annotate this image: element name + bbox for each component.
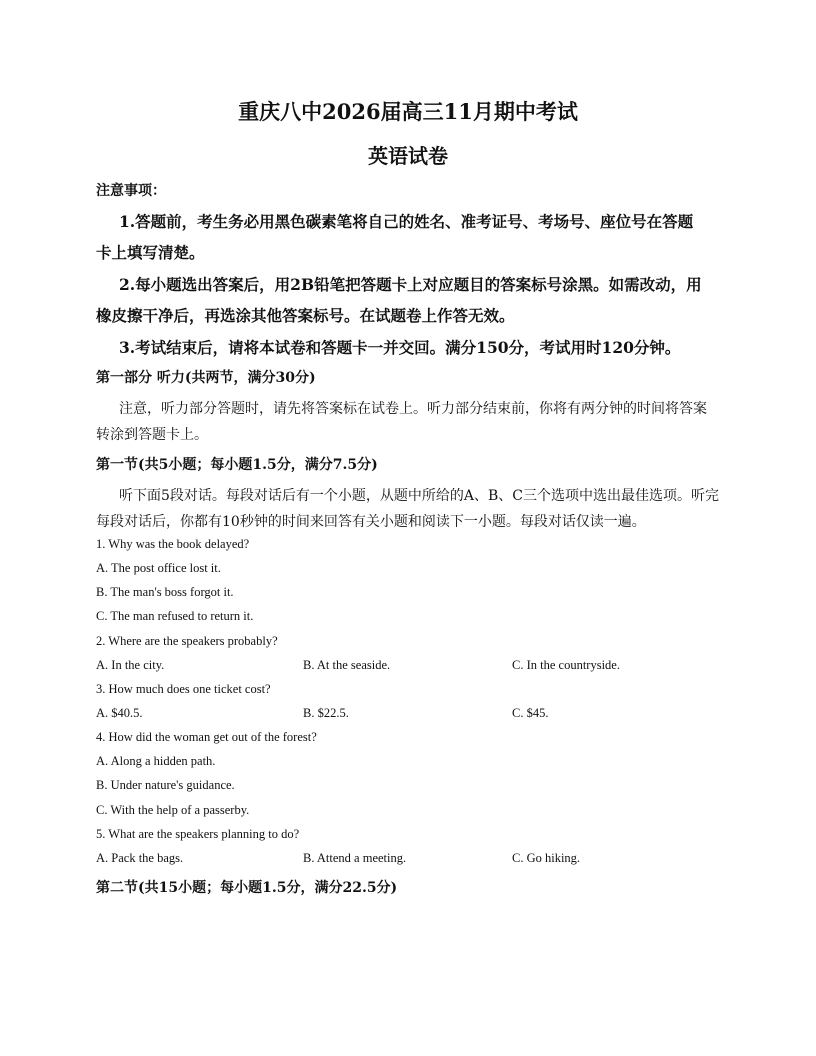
question-4-option-c: C. With the help of a passerby. [96,803,250,817]
exam-title: 重庆八中2026届高三11月期中考试 [238,99,578,124]
question-2-option-c: C. In the countryside. [512,658,620,672]
question-1-stem: 1. Why was the book delayed? [96,537,250,551]
exam-subtitle: 英语试卷 [368,144,448,168]
notice-heading: 注意事项： [96,183,166,199]
part1-heading: 第一部分 听力(共两节，满分30分) [96,370,316,386]
notice-item-1-line-1: 1.答题前，考生务必用黑色碳素笔将自己的姓名、准考证号、考场号、座位号在答题 [119,212,694,231]
part1-note-line-2: 转涂到答题卡上。 [96,427,208,443]
question-2-option-a: A. In the city. [96,658,165,672]
notice-item-2-line-2: 橡皮擦干净后，再选涂其他答案标号。在试题卷上作答无效。 [96,306,515,325]
question-4-option-a: A. Along a hidden path. [96,754,216,768]
section1-instructions-line-2: 每段对话后，你都有10秒钟的时间来回答有关小题和阅读下一小题。每段对话仅读一遍。 [96,514,646,530]
section1-instructions-line-1: 听下面5段对话。每段对话后有一个小题，从题中所给的A、B、C三个选项中选出最佳选项。听完 [119,488,720,504]
notice-item-2-line-1: 2.每小题选出答案后，用2B铅笔把答题卡上对应题目的答案标号涂黑。如需改动，用 [119,275,702,294]
question-4-stem: 4. How did the woman get out of the forest? [96,730,317,744]
question-2-stem: 2. Where are the speakers probably? [96,634,278,648]
question-5-option-a: A. Pack the bags. [96,851,184,865]
question-1-option-c: C. The man refused to return it. [96,609,254,623]
question-3-option-b: B. $22.5. [303,706,349,720]
question-5-option-b: B. Attend a meeting. [303,851,407,865]
notice-item-1-line-2: 卡上填写清楚。 [96,243,205,262]
part1-note-line-1: 注意，听力部分答题时，请先将答案标在试卷上。听力部分结束前，你将有两分钟的时间将答案 [119,401,707,417]
notice-item-3: 3.考试结束后，请将本试卷和答题卡一并交回。满分150分，考试用时120分钟。 [119,338,681,357]
question-1-option-b: B. The man's boss forgot it. [96,585,234,599]
question-4-option-b: B. Under nature's guidance. [96,778,235,792]
question-1-option-a: A. The post office lost it. [96,561,221,575]
question-3-option-c: C. $45. [512,706,549,720]
question-5-stem: 5. What are the speakers planning to do? [96,827,300,841]
question-2-option-b: B. At the seaside. [303,658,391,672]
question-3-stem: 3. How much does one ticket cost? [96,682,271,696]
section1-heading: 第一节(共5小题；每小题1.5分，满分7.5分) [96,457,378,473]
question-5-option-c: C. Go hiking. [512,851,581,865]
question-3-option-a: A. $40.5. [96,706,143,720]
section2-heading: 第二节(共15小题；每小题1.5分，满分22.5分) [96,880,398,896]
